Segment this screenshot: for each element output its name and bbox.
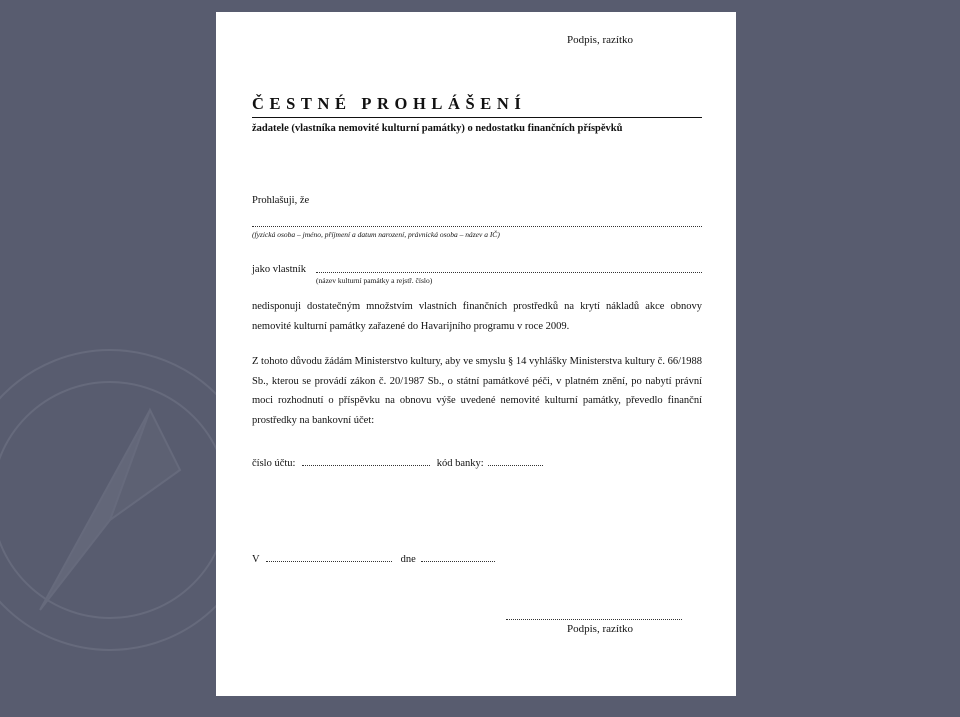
signature-line [506,619,682,620]
account-row [252,456,543,469]
document-page [216,12,736,696]
signature-label-top: Podpis, razítko [567,34,633,46]
declare-label: Prohlašuji, že [252,195,310,206]
bank-code-field [488,456,543,466]
declaration-paragraph: nedisponuji dostatečným množstvím vlastních finančních prostředků na krytí nákladů akce obnovy nemovité kulturní památky zařazené do Havarijního programu v roce 2009. [252,301,702,332]
document-title: ČESTNÉ PROHLÁŠENÍ [252,94,527,113]
monument-fill-line [316,272,702,273]
request-paragraph: Z tohoto důvodu žádám Ministerstvo kultury, aby ve smyslu § 14 vyhlášky Ministerstva kultury č. 66/1988 Sb., kterou se provádí zákon č. 20/1987 Sb., o státní památkové péči, v platném znění, po nabytí právní moci rozhodnutí o příspěvku na obnovu výše uvedené nemovité kulturní památky, převedlo finanční prostředky na bankovní účet: [252,356,702,426]
account-number-label: číslo účtu: [252,458,296,469]
place-date-row [252,552,495,565]
owner-label: jako vlastník [252,264,306,275]
title-underline [252,117,702,118]
bank-code-label: kód banky: [436,458,484,469]
date-field [421,552,495,562]
account-number-field [302,456,430,466]
applicant-fill-line [252,226,702,227]
place-label: V [252,554,260,565]
monument-hint: (název kulturní památky a rejstř. číslo) [316,276,433,285]
document-subtitle: žadatele (vlastníka nemovité kulturní památky) o nedostatku finančních příspěvků [252,123,623,134]
signature-label-bottom: Podpis, razítko [567,623,633,635]
date-label: dne [400,554,416,565]
place-field [266,552,392,562]
applicant-hint: (fyzická osoba – jméno, příjmení a datum narození, právnická osoba – název a IČ) [252,230,500,239]
